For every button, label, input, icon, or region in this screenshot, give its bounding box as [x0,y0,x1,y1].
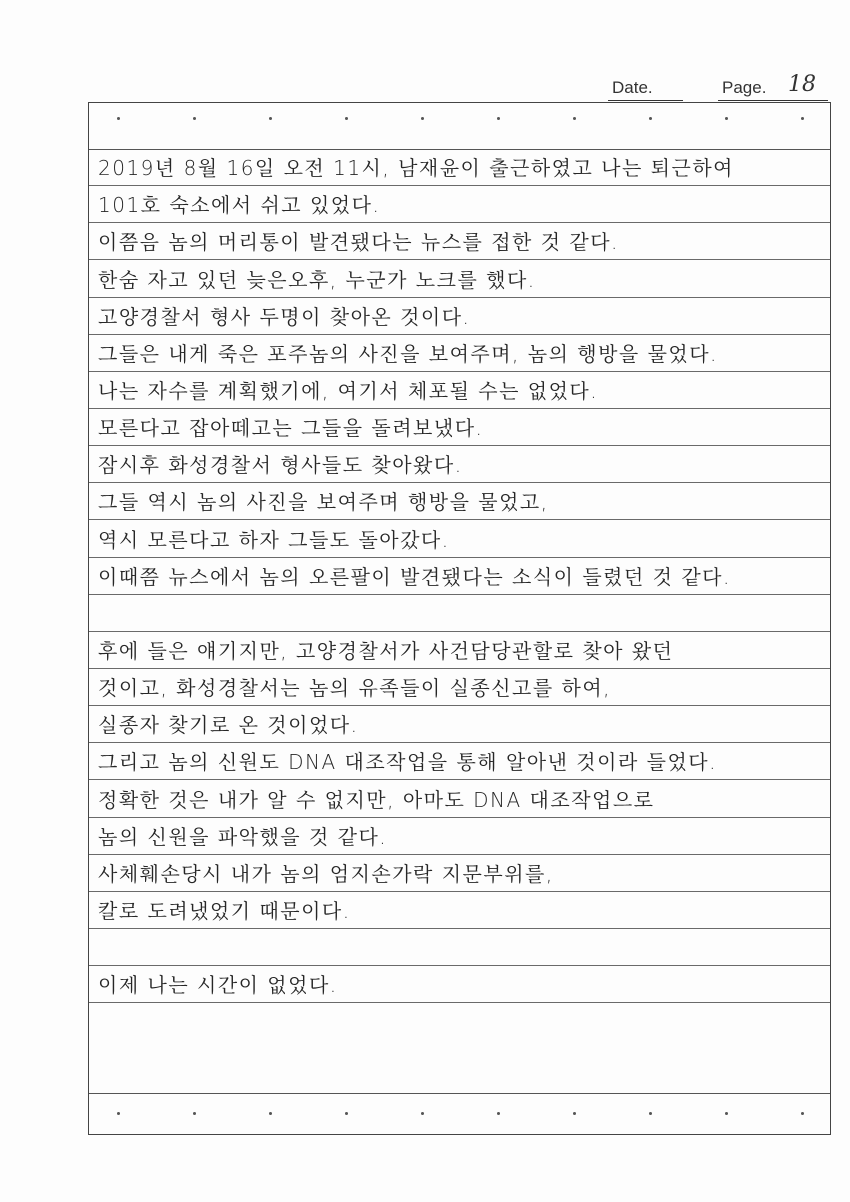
handwritten-line-text: 모른다고 잡아떼고는 그들을 돌려보냈다. [98,416,484,441]
handwritten-line-text: 나는 자수를 계획했기에, 여기서 체포될 수는 없었다. [98,378,599,403]
handwritten-line-text: 역시 모른다고 하자 그들도 돌아갔다. [98,527,450,552]
handwritten-line-text: 실종자 찾기로 온 것이었다. [98,713,359,738]
guide-dot [725,1112,728,1115]
date-label: Date. [612,78,653,97]
handwritten-line-text: 한숨 자고 있던 늦은오후, 누군가 노크를 했다. [98,267,536,292]
ruled-line [89,186,830,223]
ruled-line [89,706,830,743]
ruled-line [89,372,830,409]
handwritten-line-text: 잠시후 화성경찰서 형사들도 찾아왔다. [98,453,463,478]
ruled-line [89,929,830,966]
guide-dot [345,117,348,120]
guide-dot [269,1112,272,1115]
guide-dot [801,117,804,120]
handwritten-line-text: 고양경찰서 형사 두명이 찾아온 것이다. [98,304,471,329]
ruled-line [89,409,830,446]
guide-dot [725,117,728,120]
handwritten-line-text: 놈의 신원을 파악했을 것 같다. [98,824,388,849]
page-number: 18 [788,72,816,97]
ruled-line [89,669,830,706]
ruled-line [89,632,830,669]
guide-dot [117,1112,120,1115]
handwritten-line-text: 그들은 내게 죽은 포주놈의 사진을 보여주며, 놈의 행방을 물었다. [98,341,718,366]
handwritten-line-text: 그들 역시 놈의 사진을 보여주며 행방을 물었고, [98,490,549,515]
page-header [600,72,830,102]
top-dot-row [89,103,830,150]
ruled-line [89,1003,830,1040]
guide-dot [573,117,576,120]
ruled-line [89,818,830,855]
page-label: Page. [722,78,767,97]
guide-dot [497,117,500,120]
note-sheet [88,102,831,1135]
handwritten-line-text: 그리고 놈의 신원도 DNA 대조작업을 통해 알아낸 것이라 들었다. [98,750,717,775]
handwritten-line-text: 사체훼손당시 내가 놈의 엄지손가락 지문부위를, [98,861,554,886]
ruled-line [89,966,830,1003]
handwritten-line-text: 이때쯤 뉴스에서 놈의 오른팔이 발견됐다는 소식이 들렸던 것 같다. [98,564,731,589]
guide-dot [497,1112,500,1115]
handwritten-line-text: 2019년 8월 16일 오전 11시, 남재윤이 출근하였고 나는 퇴근하여 [98,156,734,181]
ruled-line [89,855,830,892]
guide-dot [269,117,272,120]
guide-dot [421,1112,424,1115]
guide-dot [573,1112,576,1115]
ruled-lines [89,149,830,1094]
handwritten-line-text: 정확한 것은 내가 알 수 없지만, 아마도 DNA 대조작업으로 [98,787,655,812]
ruled-line [89,558,830,595]
ruled-line [89,483,830,520]
ruled-line [89,260,830,297]
ruled-line [89,335,830,372]
ruled-line [89,149,830,186]
guide-dot [117,117,120,120]
guide-dot [345,1112,348,1115]
handwritten-line-text: 것이고, 화성경찰서는 놈의 유족들이 실종신고를 하여, [98,676,612,701]
guide-dot [421,117,424,120]
ruled-line [89,595,830,632]
ruled-line [89,743,830,780]
date-underline [608,100,683,101]
handwritten-line-text: 이쯤음 놈의 머리통이 발견됐다는 뉴스를 접한 것 같다. [98,230,619,255]
guide-dot [649,1112,652,1115]
ruled-line [89,520,830,557]
handwritten-line-text: 후에 들은 얘기지만, 고양경찰서가 사건담당관할로 찾아 왔던 [98,638,674,663]
ruled-line [89,223,830,260]
ruled-line [89,298,830,335]
guide-dot [193,1112,196,1115]
ruled-line [89,446,830,483]
guide-dot [801,1112,804,1115]
handwritten-line-text: 101호 숙소에서 쉬고 있었다. [98,193,381,218]
handwritten-line-text: 칼로 도려냈었기 때문이다. [98,898,351,923]
ruled-line [89,780,830,817]
guide-dot [649,117,652,120]
bottom-dot-row [89,1093,830,1134]
guide-dot [193,117,196,120]
page-underline [718,100,828,101]
ruled-line [89,892,830,929]
handwritten-line-text: 이제 나는 시간이 없었다. [98,973,338,998]
